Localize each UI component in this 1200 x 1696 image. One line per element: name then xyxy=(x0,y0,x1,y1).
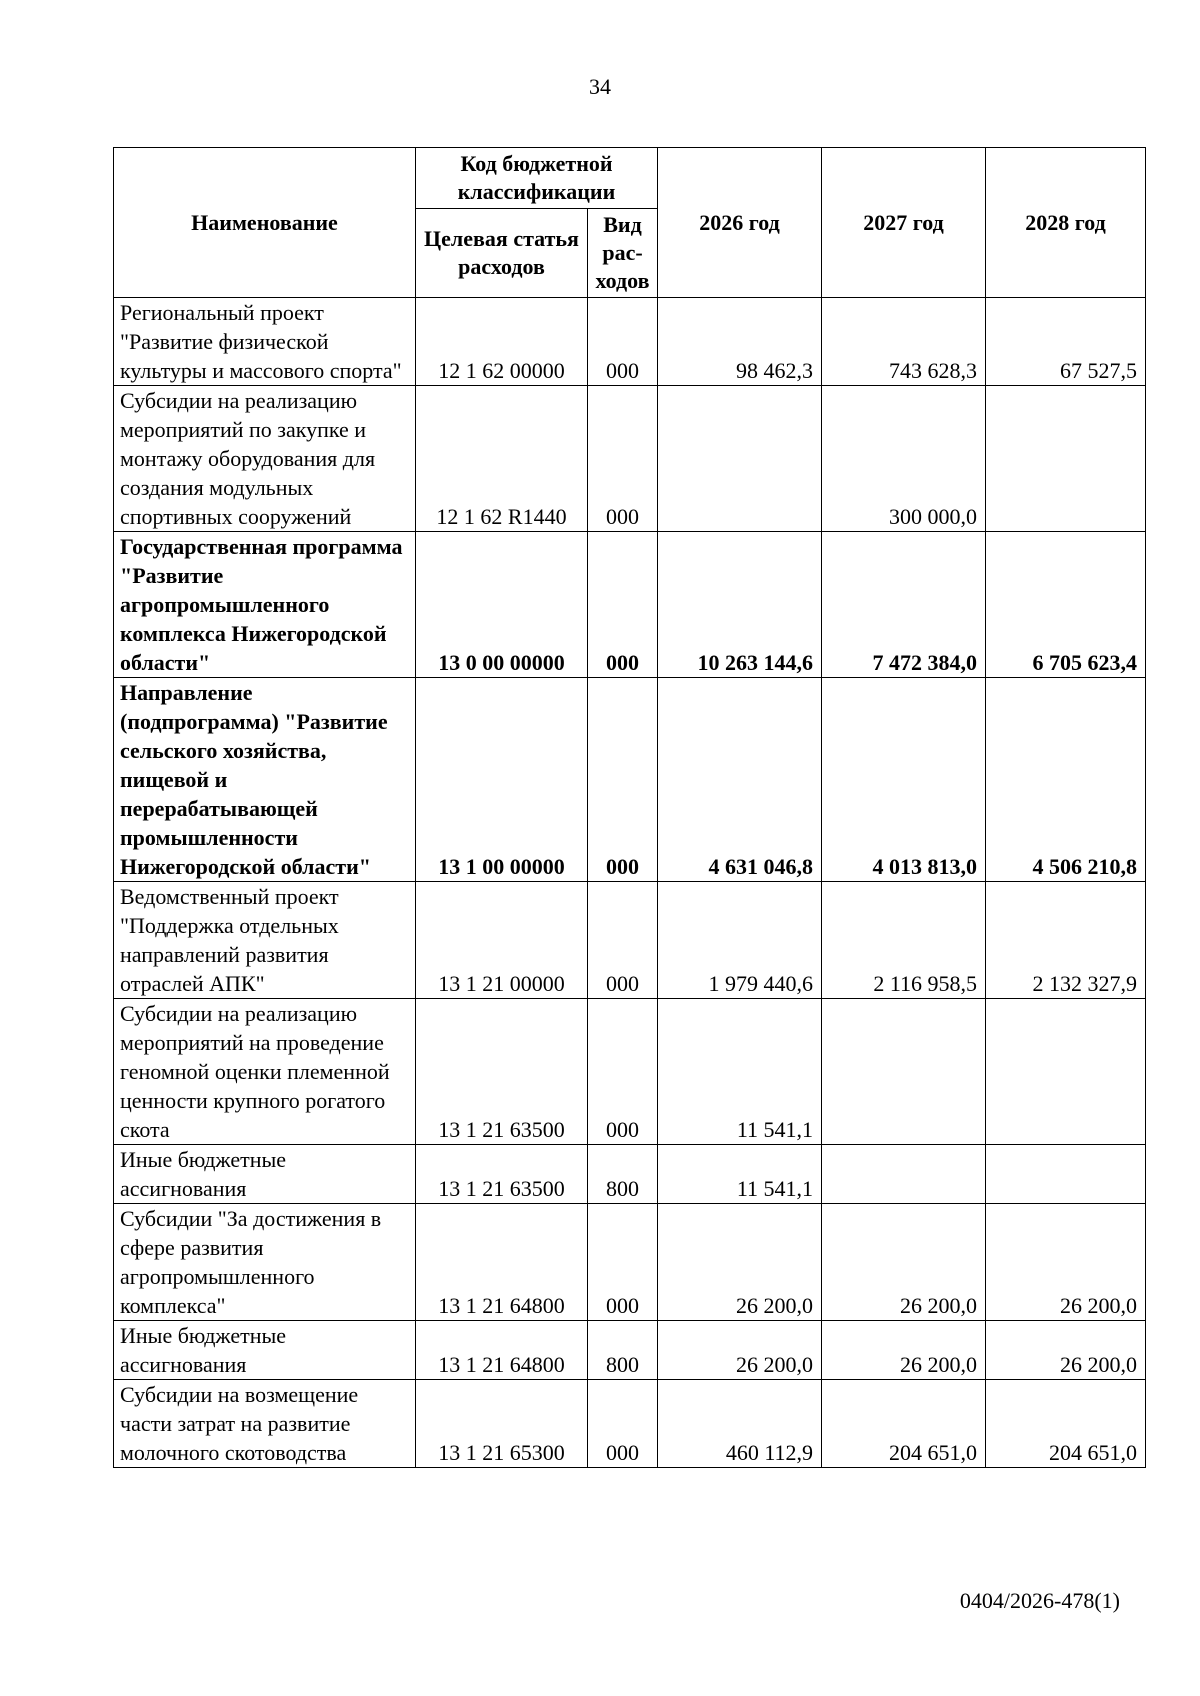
header-year-2028: 2028 год xyxy=(986,148,1146,298)
row-value-2028: 4 506 210,8 xyxy=(986,678,1146,882)
table-row xyxy=(114,1321,1146,1380)
row-value-2026: 10 263 144,6 xyxy=(658,532,822,678)
table-body xyxy=(114,298,1146,1468)
row-expense-kind: 000 xyxy=(588,386,658,532)
row-expense-kind: 000 xyxy=(588,882,658,999)
table-row xyxy=(114,532,1146,678)
row-expense-kind: 800 xyxy=(588,1145,658,1204)
row-value-2026: 11 541,1 xyxy=(658,999,822,1145)
row-value-2028 xyxy=(986,386,1146,532)
header-target-article: Целевая статья расходов xyxy=(416,209,588,298)
table-row xyxy=(114,999,1146,1145)
table-row xyxy=(114,1204,1146,1321)
table-row xyxy=(114,298,1146,386)
header-code-group: Код бюджетной классификации xyxy=(416,148,658,209)
row-value-2027: 204 651,0 xyxy=(822,1380,986,1468)
row-name: Направление (подпрограмма) "Развитие сельского хозяйства, пищевой и перерабатывающей промышленности Нижегородской области" xyxy=(114,678,416,882)
row-expense-kind: 800 xyxy=(588,1321,658,1380)
row-value-2027: 26 200,0 xyxy=(822,1321,986,1380)
row-name: Субсидии на возмещение части затрат на развитие молочного скотоводства xyxy=(114,1380,416,1468)
row-name: Иные бюджетные ассигнования xyxy=(114,1145,416,1204)
row-name: Субсидии на реализацию мероприятий по закупке и монтажу оборудования для создания модульных спортивных сооружений xyxy=(114,386,416,532)
row-value-2027: 7 472 384,0 xyxy=(822,532,986,678)
row-expense-kind: 000 xyxy=(588,532,658,678)
row-target-article: 13 1 21 64800 xyxy=(416,1321,588,1380)
row-target-article: 13 1 21 64800 xyxy=(416,1204,588,1321)
row-value-2027 xyxy=(822,1145,986,1204)
row-value-2028: 6 705 623,4 xyxy=(986,532,1146,678)
budget-table xyxy=(113,147,1146,1468)
row-value-2026: 4 631 046,8 xyxy=(658,678,822,882)
row-value-2026: 1 979 440,6 xyxy=(658,882,822,999)
row-target-article: 13 1 21 00000 xyxy=(416,882,588,999)
header-year-2027: 2027 год xyxy=(822,148,986,298)
row-target-article: 12 1 62 R1440 xyxy=(416,386,588,532)
row-value-2028: 67 527,5 xyxy=(986,298,1146,386)
row-name: Иные бюджетные ассигнования xyxy=(114,1321,416,1380)
row-name: Государственная программа "Развитие агропромышленного комплекса Нижегородской области" xyxy=(114,532,416,678)
document-id: 0404/2026-478(1) xyxy=(959,1588,1120,1613)
header-year-2026: 2026 год xyxy=(658,148,822,298)
row-target-article: 12 1 62 00000 xyxy=(416,298,588,386)
row-value-2026 xyxy=(658,386,822,532)
row-name: Субсидии "За достижения в сфере развития агропромышленного комплекса" xyxy=(114,1204,416,1321)
row-target-article: 13 1 21 65300 xyxy=(416,1380,588,1468)
row-value-2026: 26 200,0 xyxy=(658,1204,822,1321)
row-value-2028: 2 132 327,9 xyxy=(986,882,1146,999)
row-expense-kind: 000 xyxy=(588,1380,658,1468)
row-name: Региональный проект "Развитие физической культуры и массового спорта" xyxy=(114,298,416,386)
row-value-2026: 98 462,3 xyxy=(658,298,822,386)
table-row xyxy=(114,678,1146,882)
row-value-2026: 460 112,9 xyxy=(658,1380,822,1468)
row-value-2028: 204 651,0 xyxy=(986,1380,1146,1468)
row-target-article: 13 0 00 00000 xyxy=(416,532,588,678)
row-expense-kind: 000 xyxy=(588,999,658,1145)
row-name: Ведомственный проект "Поддержка отдельных направлений развития отраслей АПК" xyxy=(114,882,416,999)
row-name: Субсидии на реализацию мероприятий на проведение геномной оценки племенной ценности крупного рогатого скота xyxy=(114,999,416,1145)
row-value-2027: 300 000,0 xyxy=(822,386,986,532)
row-expense-kind: 000 xyxy=(588,298,658,386)
table-header xyxy=(114,148,1146,298)
row-value-2027 xyxy=(822,999,986,1145)
row-value-2028 xyxy=(986,999,1146,1145)
table-row xyxy=(114,1380,1146,1468)
row-value-2027: 743 628,3 xyxy=(822,298,986,386)
row-value-2028: 26 200,0 xyxy=(986,1321,1146,1380)
table-row xyxy=(114,1145,1146,1204)
row-value-2027: 2 116 958,5 xyxy=(822,882,986,999)
row-value-2027: 26 200,0 xyxy=(822,1204,986,1321)
header-expense-kind: Вид рас-ходов xyxy=(588,209,658,298)
row-target-article: 13 1 21 63500 xyxy=(416,1145,588,1204)
page-number: 34 xyxy=(589,74,611,99)
row-value-2028: 26 200,0 xyxy=(986,1204,1146,1321)
row-expense-kind: 000 xyxy=(588,678,658,882)
table-row xyxy=(114,882,1146,999)
row-target-article: 13 1 21 63500 xyxy=(416,999,588,1145)
row-value-2028 xyxy=(986,1145,1146,1204)
row-value-2027: 4 013 813,0 xyxy=(822,678,986,882)
row-value-2026: 26 200,0 xyxy=(658,1321,822,1380)
row-target-article: 13 1 00 00000 xyxy=(416,678,588,882)
header-name: Наименование xyxy=(114,148,416,298)
row-expense-kind: 000 xyxy=(588,1204,658,1321)
row-value-2026: 11 541,1 xyxy=(658,1145,822,1204)
table-row xyxy=(114,386,1146,532)
